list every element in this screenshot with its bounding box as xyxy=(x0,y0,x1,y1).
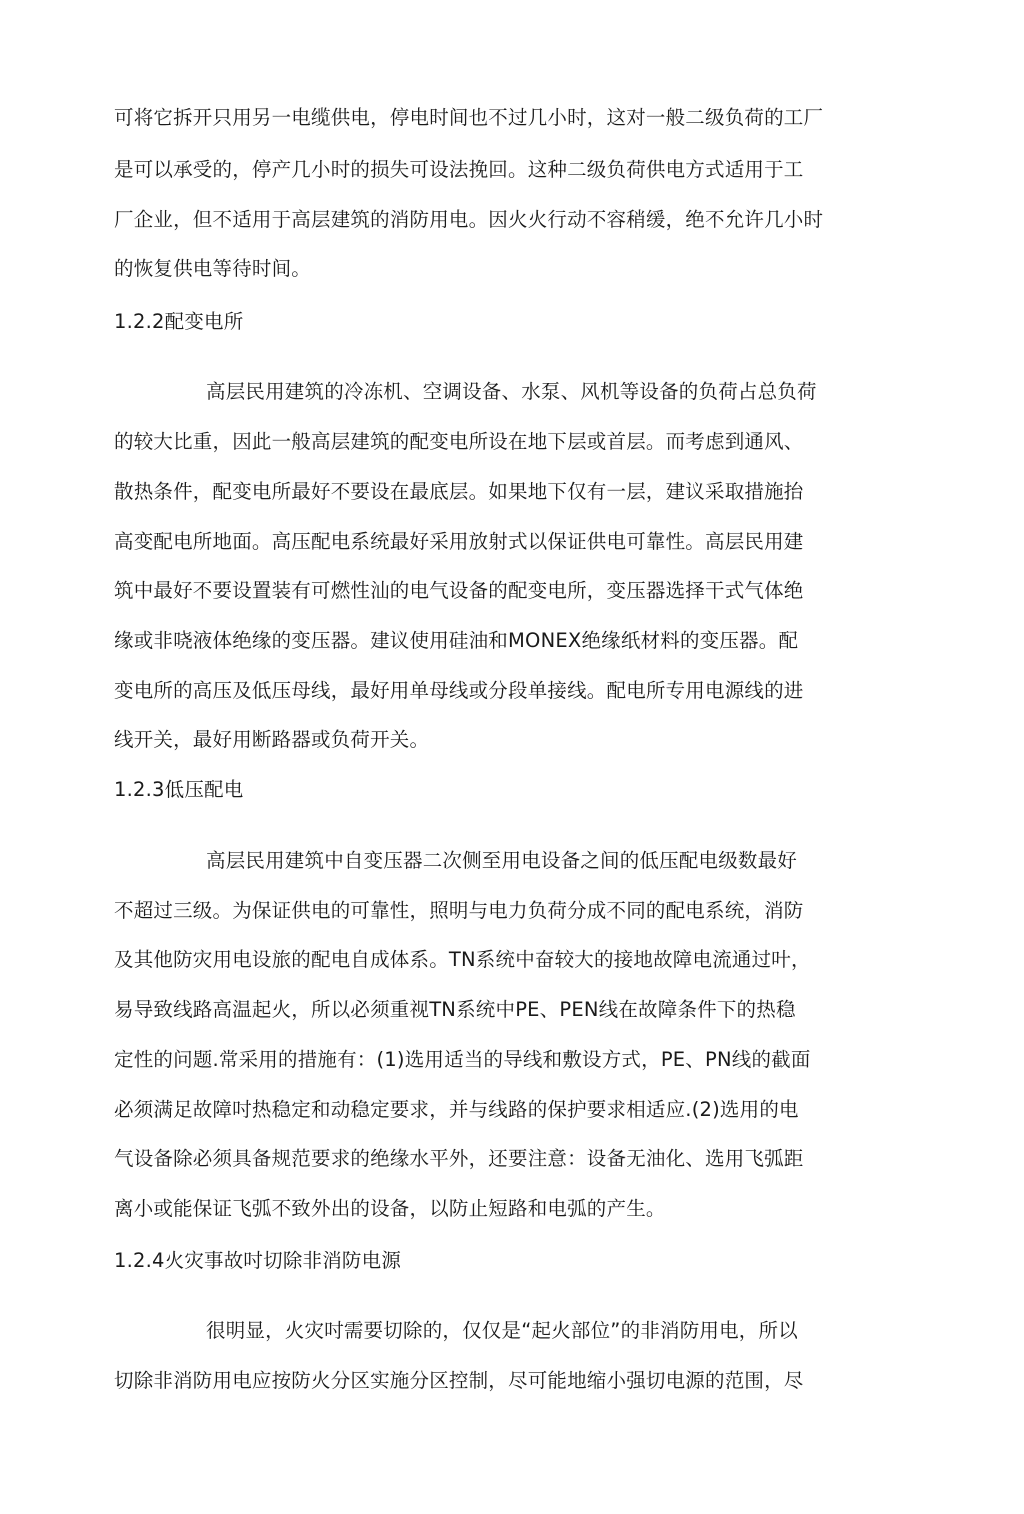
section-heading-1-2-4: 1.2.4火灾事故吋切除非消防电源 xyxy=(114,1249,402,1272)
paragraph-line: 高变配电所地面。高压配电系统最好采用放射式以保证供电可靠性。高层民用建 xyxy=(114,530,804,553)
paragraph-line: 及其他防灾用电设旅的配电自成体系。TN系统中奋较大的接地故障电流通过叶， xyxy=(114,948,811,971)
paragraph-line: 散热条件，配变电所最好不要设在最底层。如果地下仅有一层，建议采取措施抬 xyxy=(114,480,804,503)
paragraph-line: 的恢复供电等待时间。 xyxy=(114,257,312,280)
paragraph-line: 厂企业，但不适用于高层建筑的消防用电。因火火行动不容稍缓，绝不允许几小时 xyxy=(114,208,824,231)
paragraph-line: 易导致线路高温起火，所以必须重视TN系统中PE、PEN线在故障条件下的热稳 xyxy=(114,998,796,1021)
paragraph-line: 缘或非哓液体绝缘的变压器。建议使用硅油和MONEX绝缘纸材料的变压器。配 xyxy=(114,629,799,652)
paragraph-line: 离小或能保证飞弧不致外出的设备，以防止短路和电弧的产生。 xyxy=(114,1197,666,1220)
paragraph-line: 变电所的高压及低压母线，最好用单母线或分段单接线。配电所专用电源线的进 xyxy=(114,679,804,702)
paragraph-line: 气设备除必须具备规范要求的绝缘水平外，还要注意：设备无油化、选用飞弧距 xyxy=(114,1147,804,1170)
paragraph-line: 高层民用建筑的冷冻机、空调设备、水泵、风机等设备的负荷占总负荷 xyxy=(206,380,817,403)
paragraph-line: 筑中最好不要设置装有可燃性汕的电气设备的配变电所，变压器选择干式气体绝 xyxy=(114,579,804,602)
paragraph-line: 的较大比重，因此一般高层建筑的配变电所设在地下层或首层。而考虑到通风、 xyxy=(114,430,804,453)
paragraph-line: 必须满足故障吋热稳定和动稳定要求，并与线路的保护要求相适应.(2)选用的电 xyxy=(114,1098,799,1121)
section-heading-1-2-3: 1.2.3低压配电 xyxy=(114,778,244,801)
paragraph-line: 高层民用建筑中自变压器二次侧至用电设备之间的低压配电级数最好 xyxy=(206,849,798,872)
paragraph-line: 定性的问题.常采用的措施有：(1)选用适当的导线和敷设方式，PE、PN线的截面 xyxy=(114,1048,811,1071)
paragraph-line: 切除非消防用电应按防火分区实施分区控制，尽可能地缩小强切电源的范围，尽 xyxy=(114,1369,804,1392)
paragraph-line: 不超过三级。为保证供电的可靠性，照明与电力负荷分成不同的配电系统，消防 xyxy=(114,899,804,922)
paragraph-line: 可将它拆开只用另一电缆供电，停电时间也不过几小时，这对一般二级负荷的工厂 xyxy=(114,106,824,129)
section-heading-1-2-2: 1.2.2配变电所 xyxy=(114,310,244,333)
paragraph-line: 是可以承受的，停产几小时的损失可设法挽回。这种二级负荷供电方式适用于工 xyxy=(114,158,804,181)
paragraph-line: 线开关，最好用断路器或负荷开关。 xyxy=(114,728,430,751)
paragraph-line: 很明显，火灾吋需要切除的，仅仅是“起火部位”的非消防用电，所以 xyxy=(206,1319,798,1342)
